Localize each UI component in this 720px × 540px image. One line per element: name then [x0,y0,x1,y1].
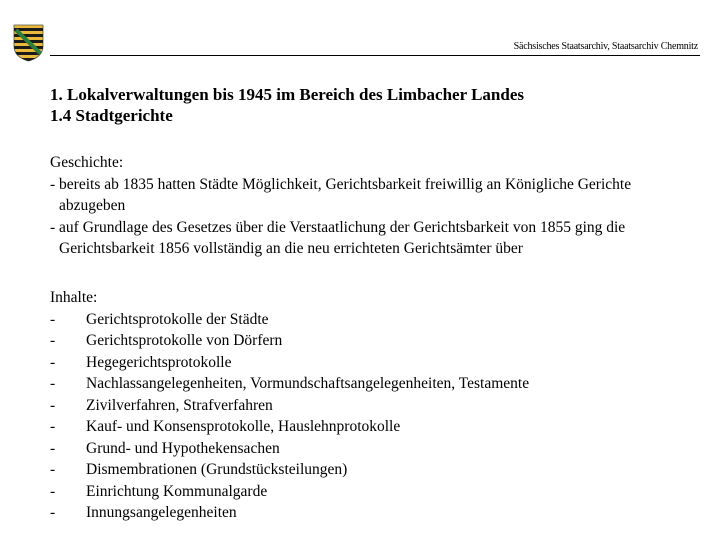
list-item [50,330,529,352]
title-line-2: 1.4 Stadtgerichte [50,106,173,125]
list-item [50,395,529,417]
archive-name: Sächsisches Staatsarchiv, Staatsarchiv Chemnitz [513,41,698,52]
list-bullet: - [50,482,56,500]
saxony-coat-of-arms-icon [13,24,44,62]
list-item [50,416,529,438]
list-item-label: Hegegerichtsprotokolle [86,353,232,371]
list-bullet: - [50,396,56,414]
list-bullet: - [50,461,56,478]
title-line-1: 1. Lokalverwaltungen bis 1945 im Bereich des Limbacher Landes [50,85,524,104]
list-item-label: Gerichtsprotokolle von Dörfern [86,332,283,349]
list-bullet: - [50,332,56,349]
list-bullet: - [50,504,56,521]
list-item-label: Zivilverfahren, Strafverfahren [86,396,273,414]
contents-list [50,309,529,524]
list-item-label: Nachlassangelegenheiten, Vormundschaftsangelegenheiten, Testamente [86,375,530,392]
list-item-label: Einrichtung Kommunalgarde [86,482,268,500]
history-item: - auf Grundlage des Gesetzes über die Verstaatlichung der Gerichtsbarkeit von 1855 ging die Gerichtsbarkeit 1856 vollständig an die neu errichteten Gerichtsämter über [50,218,626,257]
list-item [50,373,529,395]
list-item-label: Kauf- und Konsensprotokolle, Hauslehnprotokolle [86,418,401,435]
contents-heading: Inhalte: [50,289,98,306]
list-item [50,352,529,374]
contents-section [50,287,529,524]
list-item [50,459,529,481]
list-item-label: Dismembrationen (Grundstücksteilungen) [86,461,348,478]
list-bullet: - [50,353,56,371]
history-section [50,152,679,260]
list-item-label: Innungsangelegenheiten [86,504,237,521]
list-item [50,309,529,331]
list-item [50,502,529,524]
list-item-label: Gerichtsprotokolle der Städte [86,310,269,328]
list-bullet: - [50,418,56,435]
history-heading: Geschichte: [50,154,124,171]
list-bullet: - [50,310,56,328]
page-title [50,84,524,126]
list-item-label: Grund- und Hypothekensachen [86,439,280,457]
list-bullet: - [50,375,56,392]
history-item: - bereits ab 1835 hatten Städte Möglichkeit, Gerichtsbarkeit freiwillig an Königliche Gerichte abzugeben [50,175,632,214]
list-bullet: - [50,439,56,457]
header-divider [50,55,700,56]
list-item [50,481,529,503]
list-item [50,438,529,460]
